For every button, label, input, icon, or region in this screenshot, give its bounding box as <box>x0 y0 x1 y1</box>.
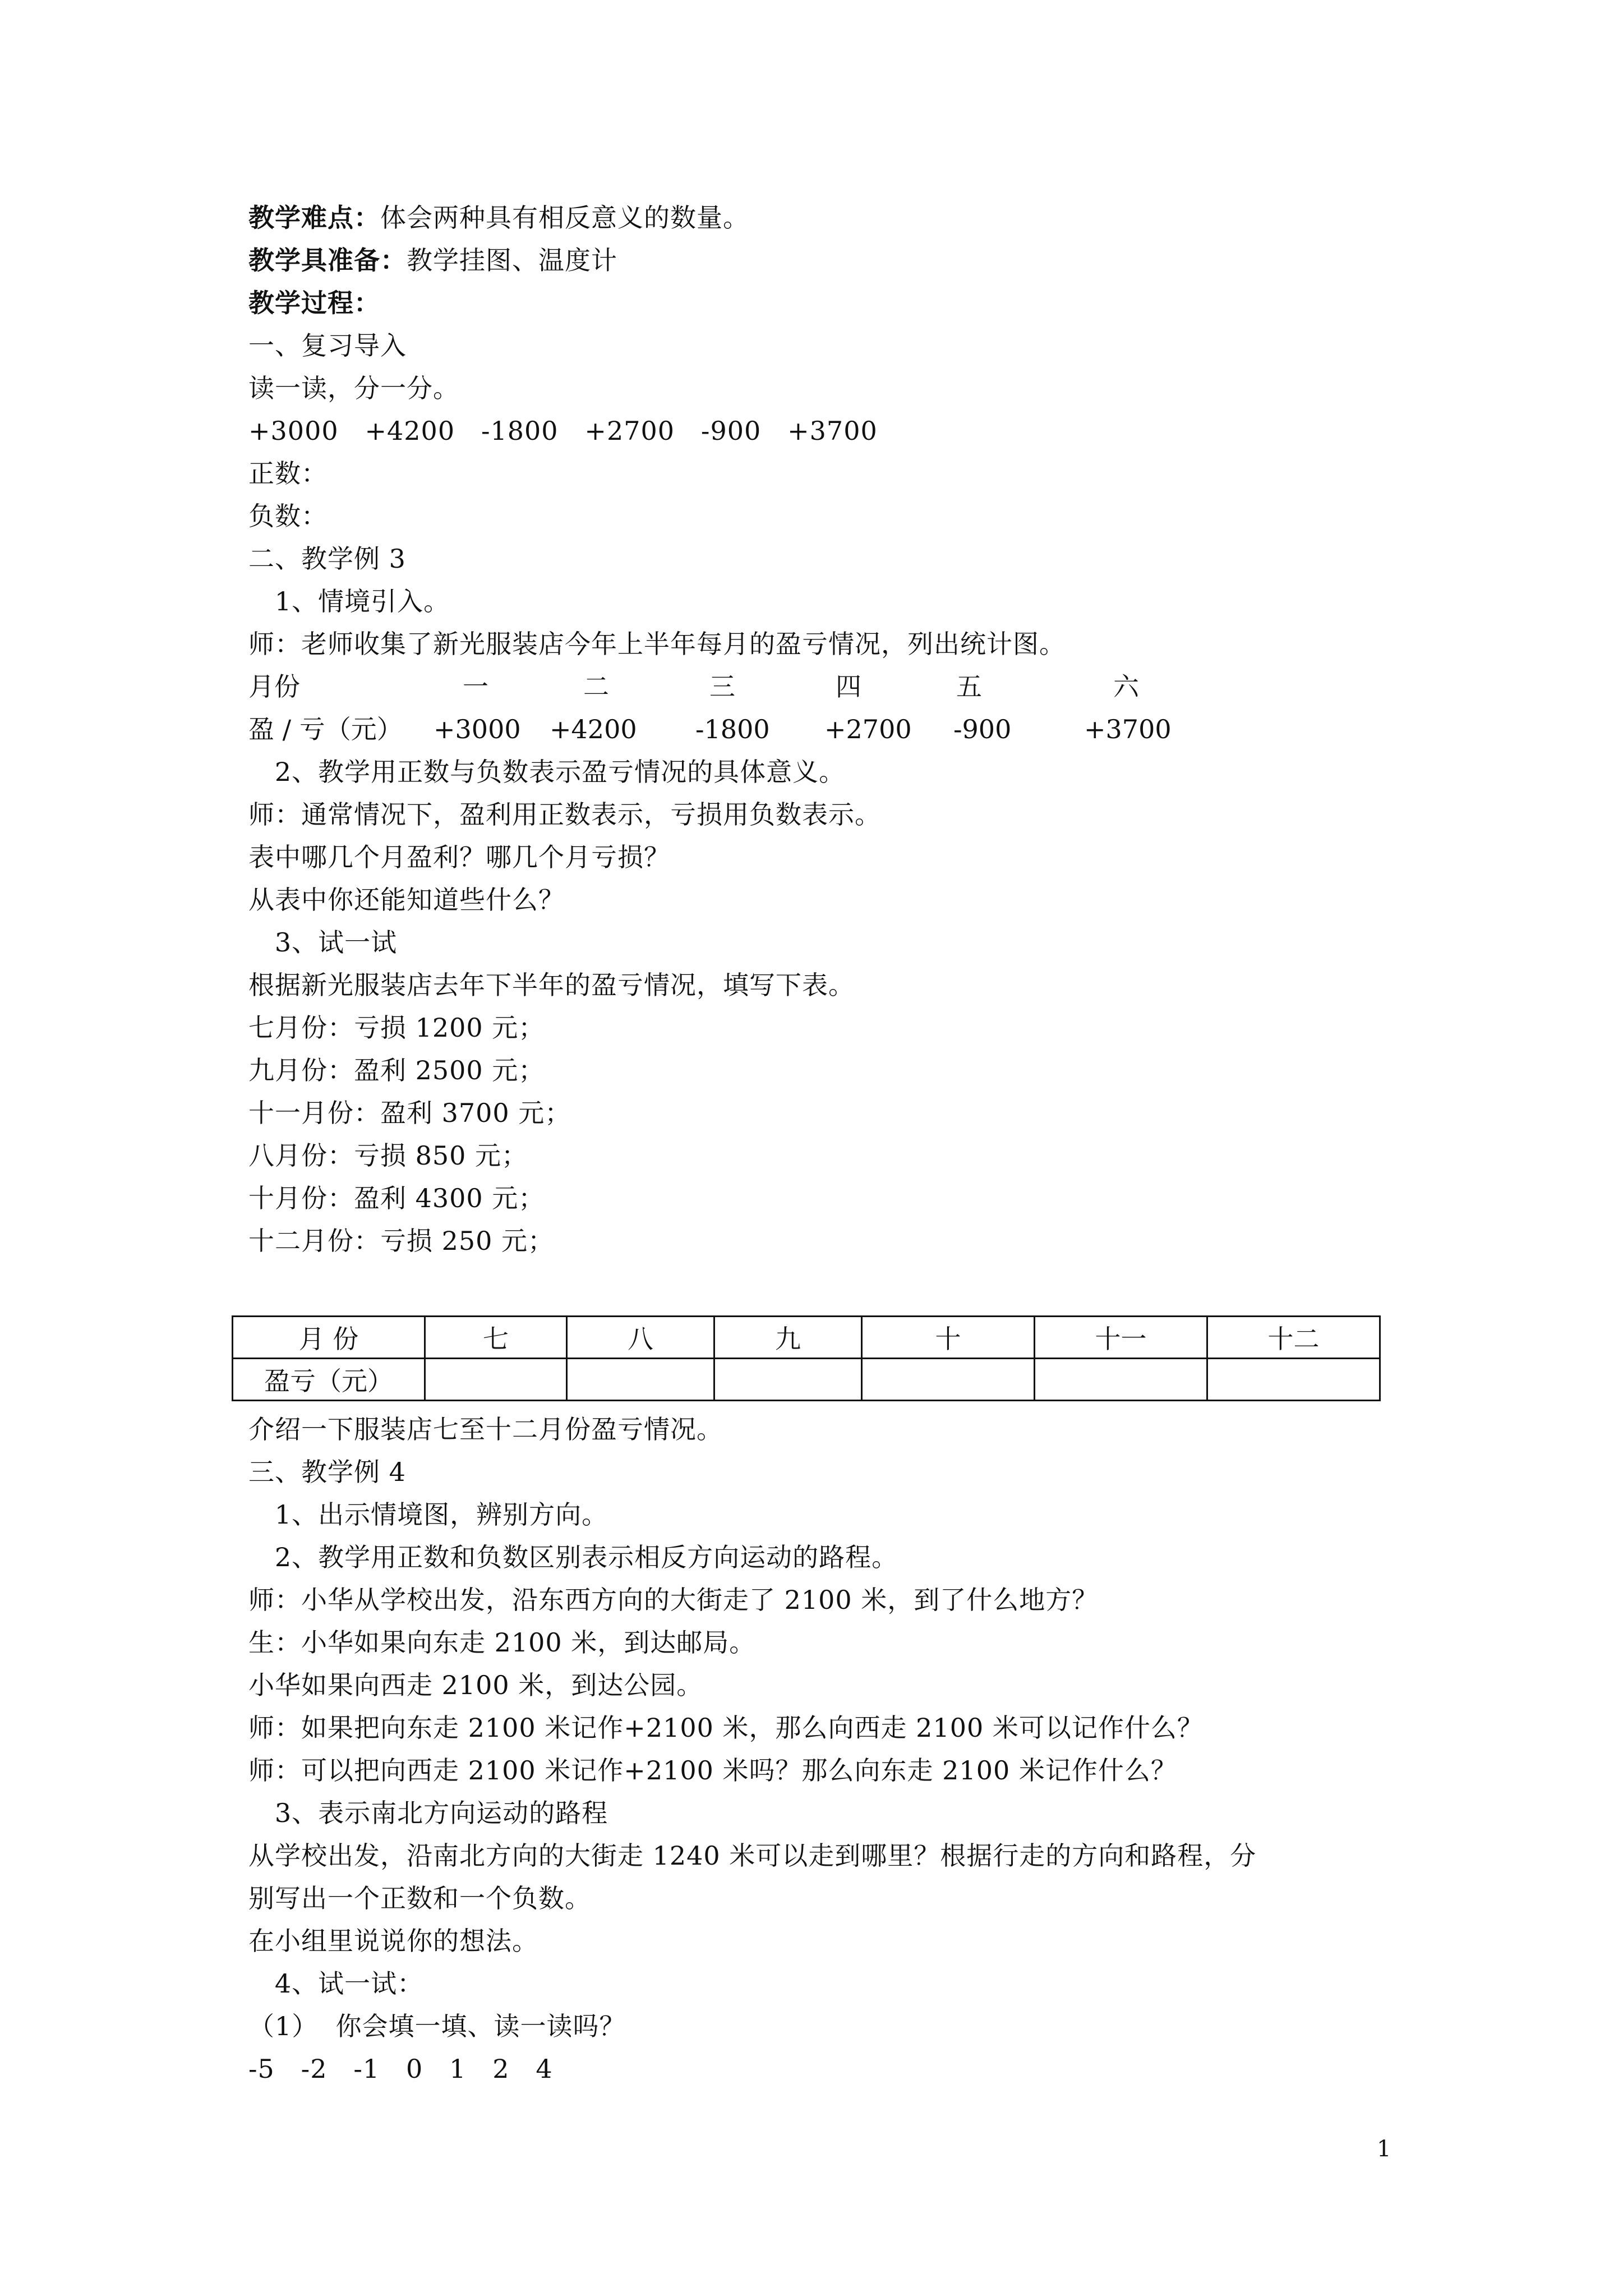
negative-numbers-line: 负数： <box>248 501 328 531</box>
month-cell: 六 <box>1113 671 1139 702</box>
text-line: 在小组里说说你的想法。 <box>248 1926 538 1956</box>
table-header-cell: 八 <box>567 1317 714 1359</box>
value-cell: +3700 <box>1084 714 1172 744</box>
text-line: 师：小华从学校出发，沿东西方向的大街走了 2100 米，到了什么地方？ <box>248 1585 1099 1615</box>
text-line: 七月份：亏损 1200 元； <box>248 1013 545 1043</box>
text-line: 师：可以把向西走 2100 米记作+2100 米吗？那么向东走 2100 米记作什么？ <box>248 1755 1177 1786</box>
text-line: 师：如果把向东走 2100 米记作+2100 米，那么向西走 2100 米可以记作什么？ <box>248 1713 1204 1743</box>
text-line: 师：通常情况下，盈利用正数表示，亏损用负数表示。 <box>248 799 881 830</box>
teaching-process-label: 教学过程： <box>248 288 380 318</box>
text-line: 十一月份：盈利 3700 元； <box>248 1098 571 1128</box>
text-line: 九月份：盈利 2500 元； <box>248 1055 545 1085</box>
teaching-materials-label: 教学具准备： <box>248 245 407 275</box>
positive-numbers-line: 正数： <box>248 458 328 489</box>
text-line: 读一读，分一分。 <box>248 373 459 403</box>
text-line: 生：小华如果向东走 2100 米，到达邮局。 <box>248 1627 756 1658</box>
text-line: 表中哪几个月盈利？哪几个月亏损？ <box>248 842 670 872</box>
teaching-difficulty-label: 教学难点： <box>248 203 380 233</box>
number-line-values: -5 -2 -1 0 1 2 4 <box>248 2054 553 2084</box>
table-header-row <box>233 1317 1380 1359</box>
value-cell: -1800 <box>695 714 770 744</box>
month-cell: 三 <box>709 671 735 702</box>
table-row <box>233 1359 1380 1401</box>
text-line: 4、试一试： <box>248 1968 424 1999</box>
table-input-cell[interactable] <box>1035 1359 1207 1401</box>
numbers-line: +3000 +4200 -1800 +2700 -900 +3700 <box>248 416 878 446</box>
value-cell: +2700 <box>824 714 912 744</box>
value-cell: -900 <box>953 714 1012 744</box>
table-input-cell[interactable] <box>567 1359 714 1401</box>
table-header-cell: 十一 <box>1035 1317 1207 1359</box>
table-input-cell[interactable] <box>425 1359 567 1401</box>
text-line: 十二月份：亏损 250 元； <box>248 1226 555 1256</box>
text-line: 根据新光服装店去年下半年的盈亏情况，填写下表。 <box>248 970 855 1000</box>
text-line: 1、情境引入。 <box>248 586 450 616</box>
month-cell: 五 <box>956 671 982 702</box>
section-2-heading: 二、教学例 3 <box>248 544 406 574</box>
table-input-cell[interactable] <box>1207 1359 1380 1401</box>
text-line: 八月份：亏损 850 元； <box>248 1140 528 1171</box>
teaching-difficulty-line <box>248 200 749 236</box>
teaching-materials-text: 教学挂图、温度计 <box>407 245 617 275</box>
text-line: 十月份：盈利 4300 元； <box>248 1183 545 1213</box>
section-1-heading: 一、复习导入 <box>248 330 407 361</box>
teaching-difficulty-text: 体会两种具有相反意义的数量。 <box>380 203 749 233</box>
text-line: 3、表示南北方向运动的路程 <box>248 1798 608 1828</box>
section-3-heading: 三、教学例 4 <box>248 1457 406 1487</box>
text-line: 从表中你还能知道些什么？ <box>248 885 565 915</box>
table-row-label: 盈亏（元） <box>233 1359 425 1401</box>
value-cell: +3000 <box>434 714 521 744</box>
table-header-cell: 九 <box>714 1317 862 1359</box>
month-cell: 一 <box>463 671 488 702</box>
text-line: 介绍一下服装店七至十二月份盈亏情况。 <box>248 1414 723 1444</box>
month-cell: 四 <box>836 671 861 702</box>
table-header-cell: 月 份 <box>233 1317 425 1359</box>
table-input-cell[interactable] <box>862 1359 1035 1401</box>
text-line: 3、试一试 <box>248 927 398 958</box>
text-line: 2、教学用正数与负数表示盈亏情况的具体意义。 <box>248 757 846 787</box>
second-half-profit-table <box>232 1315 1381 1401</box>
text-line: 小华如果向西走 2100 米，到达公园。 <box>248 1670 703 1700</box>
teaching-materials-line <box>248 242 617 278</box>
text-line: 别写出一个正数和一个负数。 <box>248 1883 591 1913</box>
table-header-cell: 七 <box>425 1317 567 1359</box>
text-line: （1） 你会填一填、读一读吗？ <box>248 2011 626 2041</box>
value-cell: +4200 <box>550 714 637 744</box>
table-header-cell: 十 <box>862 1317 1035 1359</box>
table-header-cell: 十二 <box>1207 1317 1380 1359</box>
text-line: 2、教学用正数和负数区别表示相反方向运动的路程。 <box>248 1542 898 1572</box>
teaching-process-heading <box>248 285 380 321</box>
month-cell: 二 <box>583 671 609 702</box>
text-line: 师：老师收集了新光服装店今年上半年每月的盈亏情况，列出统计图。 <box>248 629 1066 659</box>
text-line: 从学校出发，沿南北方向的大街走 1240 米可以走到哪里？根据行走的方向和路程，分 <box>248 1841 1257 1871</box>
page-number: 1 <box>1377 2136 1391 2162</box>
table-input-cell[interactable] <box>714 1359 862 1401</box>
text-line: 1、出示情境图，辨别方向。 <box>248 1499 608 1530</box>
month-label: 月份 <box>248 671 300 702</box>
value-label: 盈 / 亏（元） <box>248 714 403 744</box>
